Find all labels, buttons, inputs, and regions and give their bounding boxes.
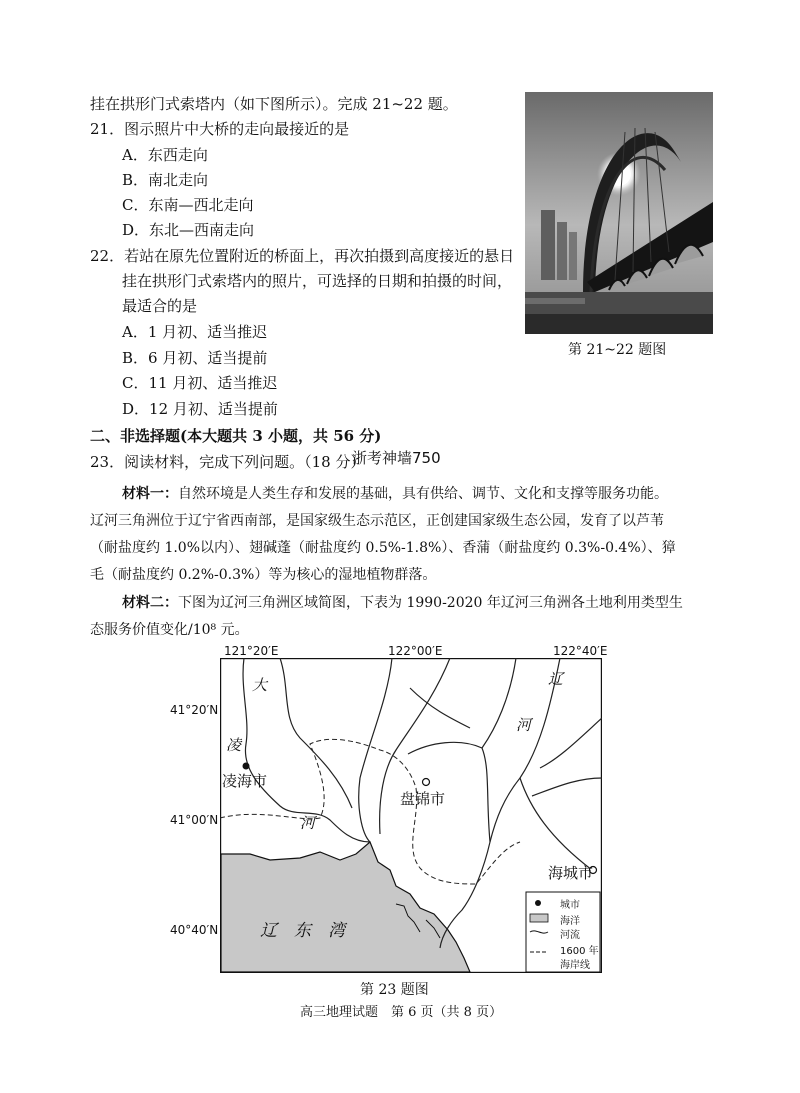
- material1-text-1: 自然环境是人类生存和发展的基础，具有供给、调节、文化和支撑等服务功能。: [178, 486, 668, 502]
- legend-sea: 海洋: [560, 916, 580, 927]
- river-label-liao: 辽: [548, 670, 564, 688]
- bay-label: 辽 东 湾: [260, 921, 345, 941]
- river-label-ling: 凌: [226, 736, 242, 754]
- material2-line-1: [122, 594, 683, 613]
- q21-stem: 21．图示照片中大桥的走向最接近的是: [90, 120, 350, 138]
- q22-option-d: D．12 月初、适当提前: [122, 400, 278, 418]
- material1-line-3: （耐盐度约 1.0%以内）、翅碱蓬（耐盐度约 0.5%-1.8%）、香蒲（耐盐度约 0.3%-0.4%）、獐: [90, 540, 676, 556]
- photo-caption: 第 21~22 题图: [568, 342, 667, 358]
- map-left-tick-1: 41°20′N: [170, 703, 219, 717]
- q23-stem: 23．阅读材料，完成下列问题。（18 分）: [90, 453, 366, 471]
- map-caption: 第 23 题图: [360, 982, 429, 998]
- river-label-he-west: 河: [300, 814, 316, 832]
- map-top-tick-2: 122°00′E: [388, 644, 443, 658]
- intro-line: 挂在拱形门式索塔内（如下图所示）。完成 21~22 题。: [90, 95, 458, 113]
- q22-stem-line-1: 22．若站在原先位置附近的桥面上，再次拍摄到高度接近的悬日: [90, 247, 515, 265]
- city-label-panjin: 盘锦市: [400, 790, 446, 808]
- watermark-text: 浙考神墙750: [352, 449, 441, 467]
- legend-coastline-year: 1600 年: [560, 946, 599, 957]
- q21-option-b: B．南北走向: [122, 171, 209, 189]
- q21-option-c: C．东南—西北走向: [122, 196, 254, 214]
- legend-city: 城市: [560, 900, 580, 911]
- legend-sea-symbol: [530, 914, 548, 922]
- bridge-photo: [525, 92, 713, 334]
- q22-stem-line-3: 最适合的是: [122, 297, 198, 315]
- q21-option-a: A．东西走向: [122, 146, 208, 164]
- city-dot-panjin: [423, 779, 430, 786]
- q22-option-b: B．6 月初、适当提前: [122, 349, 268, 367]
- q21-option-d: D．东北—西南走向: [122, 221, 255, 239]
- legend-city-symbol: [535, 900, 541, 906]
- legend-coastline: 海岸线: [560, 960, 590, 971]
- q22-option-c: C．11 月初、适当推迟: [122, 374, 278, 392]
- map-left-tick-3: 40°40′N: [170, 923, 219, 937]
- liaohe-delta-map: [220, 658, 602, 973]
- material1-label: 材料一：: [122, 486, 178, 502]
- map-top-tick-3: 122°40′E: [553, 644, 608, 658]
- legend-river: 河流: [560, 930, 580, 941]
- material2-line-2: 态服务价值变化/10⁸ 元。: [90, 622, 249, 638]
- section-heading: 二、非选择题(本大题共 3 小题，共 56 分): [90, 427, 382, 445]
- city-label-haicheng: 海城市: [548, 864, 594, 882]
- map-left-tick-2: 41°00′N: [170, 813, 219, 827]
- material1-line-2: 辽河三角洲位于辽宁省西南部，是国家级生态示范区，正创建国家级生态公园，发育了以芦苇: [90, 513, 664, 529]
- page-footer: 高三地理试题 第 6 页（共 8 页）: [300, 1005, 503, 1020]
- q22-option-a: A．1 月初、适当推迟: [122, 323, 268, 341]
- bridge-photo-drawing: [525, 92, 713, 334]
- material2-text-1: 下图为辽河三角洲区域简图，下表为 1990-2020 年辽河三角洲各土地利用类型生: [178, 595, 683, 611]
- map-top-tick-1: 121°20′E: [224, 644, 279, 658]
- river-label-da: 大: [252, 676, 268, 694]
- city-label-linghai: 凌海市: [222, 772, 268, 790]
- river-label-he-east: 河: [516, 716, 532, 734]
- q22-stem-line-2: 挂在拱形门式索塔内的照片，可选择的日期和拍摄的时间，: [122, 272, 513, 290]
- material2-label: 材料二：: [122, 595, 178, 611]
- material1-line-4: 毛（耐盐度约 0.2%-0.3%）等为核心的湿地植物群落。: [90, 567, 437, 583]
- material1-line-1: [122, 485, 668, 504]
- city-dot-linghai: [243, 763, 250, 770]
